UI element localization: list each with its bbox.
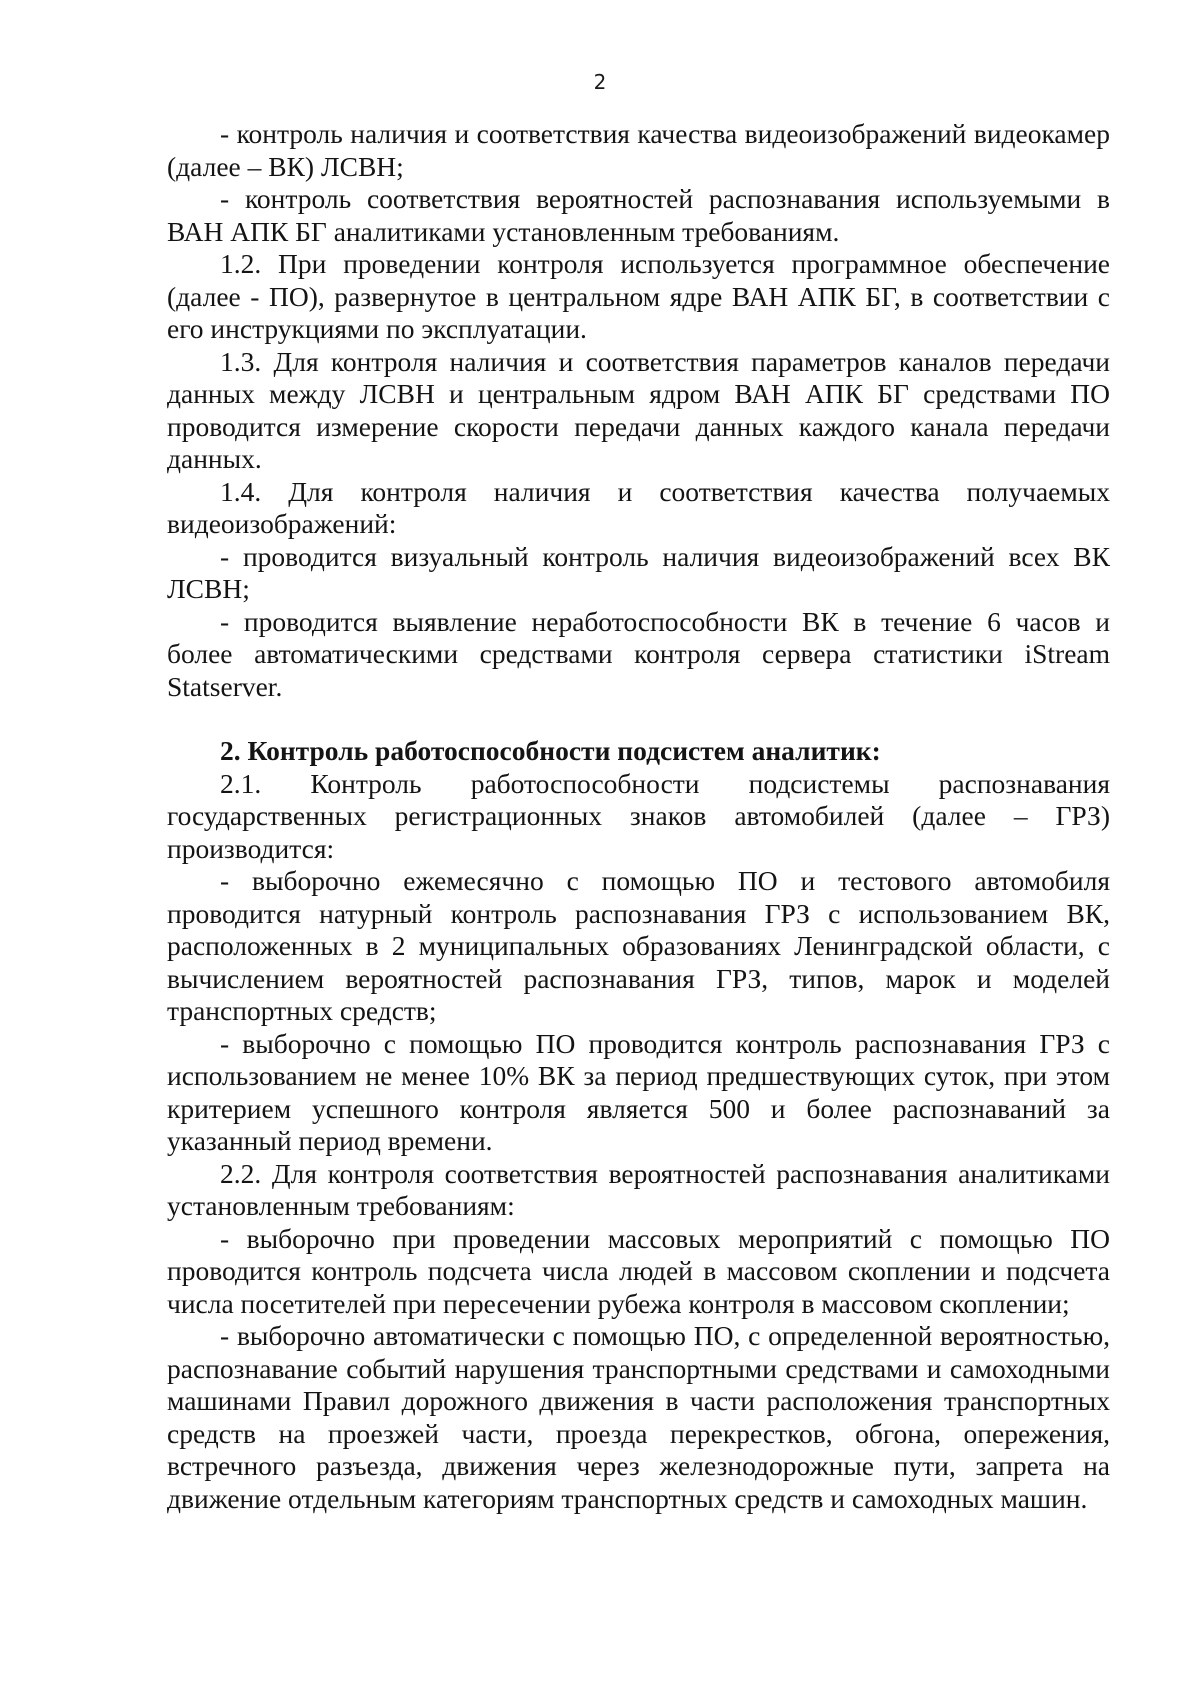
paragraph-item-visual-control: - проводится визуальный контроль наличия видеоизображений всех ВК ЛСВН; bbox=[167, 540, 1110, 604]
paragraph-item-video-quality: - контроль наличия и соответствия качества видеоизображений видеокамер (далее – ВК) ЛСВН; bbox=[167, 118, 1110, 182]
paragraph-2-1: 2.1. Контроль работоспособности подсистемы распознавания государственных регистрационных знаков автомобилей (далее – ГРЗ) производится: bbox=[167, 767, 1110, 864]
paragraph-item-daily-control: - выборочно с помощью ПО проводится контроль распознавания ГРЗ с использованием не менее 10% ВК за период предшествующих суток, при этом критерием успешного контроля является 500 и более распознаваний за указанный период времени. bbox=[167, 1027, 1110, 1156]
page-number: 2 bbox=[593, 70, 607, 94]
section-heading-2: 2. Контроль работоспособности подсистем аналитик: bbox=[220, 735, 881, 766]
paragraph-item-recognition-probability: - контроль соответствия вероятностей распознавания используемыми в ВАН АПК БГ аналитиками установленным требованиям. bbox=[167, 183, 1110, 247]
paragraph-1-2: 1.2. При проведении контроля используется программное обеспечение (далее - ПО), развернутое в центральном ядре ВАН АПК БГ, в соответствии с его инструкциями по эксплуатации. bbox=[167, 248, 1110, 344]
paragraph-item-inoperability: - проводится выявление неработоспособности ВК в течение 6 часов и более автоматическими средствами контроля сервера статистики iStream Statserver. bbox=[167, 605, 1110, 702]
document-body bbox=[167, 118, 1110, 1515]
paragraph-item-traffic-violations: - выборочно автоматически с помощью ПО, с определенной вероятностью, распознавание событий нарушения транспортными средствами и самоходными машинами Правил дорожного движения в части расположения транспортных средств на проезжей части, проезда перекрестков, обгона, опережения, встречного разъезда, движения через железнодорожные пути, запрета на движение отдельным категориям транспортных средств и самоходных машин. bbox=[167, 1320, 1110, 1514]
paragraph-1-4: 1.4. Для контроля наличия и соответствия качества получаемых видеоизображений: bbox=[167, 475, 1110, 539]
paragraph-2-2: 2.2. Для контроля соответствия вероятностей распознавания аналитиками установленным требованиям: bbox=[167, 1157, 1110, 1221]
paragraph-1-3: 1.3. Для контроля наличия и соответствия параметров каналов передачи данных между ЛСВН и центральным ядром ВАН АПК БГ средствами ПО проводится измерение скорости передачи данных каждого канала передачи данных. bbox=[167, 345, 1110, 474]
paragraph-item-field-control: - выборочно ежемесячно с помощью ПО и тестового автомобиля проводится натурный контроль распознавания ГРЗ с использованием ВК, расположенных в 2 муниципальных образованиях Ленинградской области, с вычислением вероятностей распознавания ГРЗ, типов, марок и моделей транспортных средств; bbox=[167, 865, 1110, 1026]
paragraph-item-mass-events: - выборочно при проведении массовых мероприятий с помощью ПО проводится контроль подсчета числа людей в массовом скоплении и подсчета числа посетителей при пересечении рубежа контроля в массовом скоплении; bbox=[167, 1222, 1110, 1319]
